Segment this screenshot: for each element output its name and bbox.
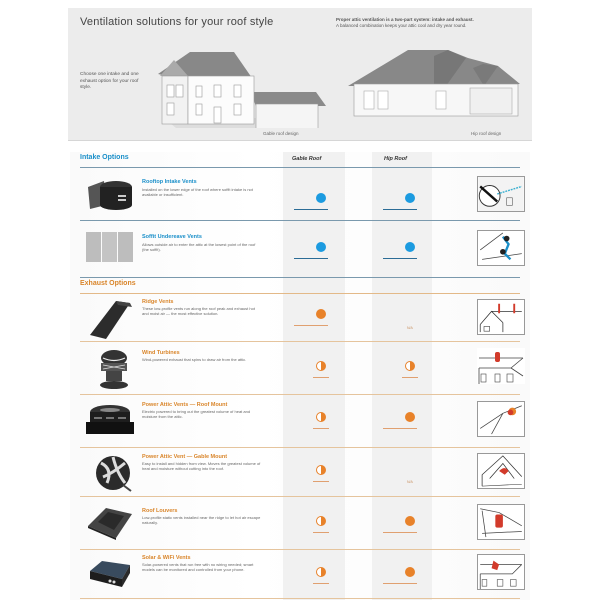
intro-line-1: Proper attic ventilation is a two-part system: intake and exhaust.: [336, 17, 474, 22]
hip-recommended-icon: [405, 242, 415, 252]
hip-underline: [402, 377, 418, 378]
hip-caption: Hip roof design: [471, 131, 502, 136]
product-description: Installed on the lower edge of the roof where soffit intake is not available or insufficient.: [142, 187, 253, 198]
hip-underline: [383, 209, 417, 210]
intro-line-2: A balanced combination keeps your attic cool and dry year round.: [336, 23, 467, 28]
gable-partial-icon: [316, 516, 326, 526]
power-vent-roof-image: [84, 404, 136, 438]
product-name: Ridge Vents: [142, 299, 174, 305]
hip-underline: [383, 428, 417, 429]
hip-recommended-icon: [405, 567, 415, 577]
table-row: [80, 551, 520, 599]
hip-recommended-icon: [405, 193, 415, 203]
product-description: Easy to install and hidden from view. Moves the greatest volume of heat and moisture without cutting into the roof.: [142, 461, 261, 472]
hip-partial-icon: [405, 361, 415, 371]
gable-column-header: Gable Roof: [292, 156, 322, 162]
product-name: Wind Turbines: [142, 350, 180, 356]
roof-louver-image: [84, 506, 136, 540]
product-description: Electric powered to bring out the greatest volume of heat and moisture from the attic.: [142, 409, 251, 420]
solar-diagram-icon: [477, 554, 525, 590]
power-roof-diagram-icon: [477, 401, 525, 437]
gable-partial-icon: [316, 567, 326, 577]
gable-underline: [313, 532, 329, 533]
ridge-diagram-icon: [477, 299, 525, 335]
hero-banner: [68, 8, 532, 141]
gable-recommended-icon: [316, 309, 326, 319]
rooftop-intake-vent-image: [84, 177, 136, 213]
intro-text: [336, 17, 516, 29]
table-row: [80, 343, 520, 395]
turbine-diagram-icon: [477, 348, 525, 384]
product-description: Low-profile static vents installed near the ridge to let hot air escape naturally.: [142, 515, 261, 526]
gable-underline: [313, 481, 329, 482]
hip-underline: [383, 583, 417, 584]
product-description: Wind-powered exhaust that spins to draw air from the attic.: [142, 357, 247, 362]
table-row: [80, 222, 520, 278]
gable-partial-icon: [316, 412, 326, 422]
rooftop-intake-diagram-icon: [477, 176, 525, 212]
table-row: [80, 169, 520, 221]
gable-underline: [294, 325, 328, 326]
power-gable-diagram-icon: [477, 453, 525, 489]
gable-underline: [313, 377, 329, 378]
product-name: Rooftop Intake Vents: [142, 179, 197, 185]
product-name: Power Attic Vent — Gable Mount: [142, 454, 228, 460]
hip-underline: [383, 532, 417, 533]
soffit-diagram-icon: [477, 230, 525, 266]
solar-vent-image: [84, 557, 136, 591]
product-description: Solar-powered vents that run free with no wiring needed; smart models can be monitored and controlled from your phone.: [142, 562, 254, 573]
gable-caption: Gable roof design: [263, 131, 299, 136]
ridge-vent-image: [84, 299, 136, 339]
hip-recommended-icon: [405, 412, 415, 422]
product-name: Roof Louvers: [142, 508, 178, 514]
hip-house-illustration: [348, 48, 523, 123]
hip-not-applicable: N/A: [407, 480, 413, 484]
gable-underline: [313, 428, 329, 429]
gable-underline: [294, 209, 328, 210]
hip-not-applicable: N/A: [407, 326, 413, 330]
gable-partial-icon: [316, 361, 326, 371]
intake-label: Intake Options: [80, 154, 129, 161]
product-name: Soffit Undereave Vents: [142, 234, 202, 240]
hip-recommended-icon: [405, 516, 415, 526]
product-description: Allows outside air to enter the attic at the lowest point of the roof (the soffit).: [142, 242, 256, 253]
gable-underline: [313, 583, 329, 584]
comparison-table: [70, 152, 530, 600]
exhaust-label: Exhaust Options: [80, 280, 136, 287]
gable-underline: [294, 258, 328, 259]
product-name: Solar & WiFi Vents: [142, 555, 191, 561]
gable-recommended-icon: [316, 242, 326, 252]
hip-column-header: Hip Roof: [384, 156, 407, 162]
table-row: [80, 396, 520, 448]
gable-recommended-icon: [316, 193, 326, 203]
gable-partial-icon: [316, 465, 326, 475]
soffit-vent-panels-image: [84, 232, 136, 262]
hip-underline: [383, 258, 417, 259]
power-vent-gable-image: [88, 453, 140, 493]
table-row: [80, 498, 520, 550]
exhaust-section-header: [80, 280, 520, 294]
hero-left-text: Choose one intake and one exhaust option for your roof style.: [80, 72, 139, 90]
table-row: [80, 449, 520, 497]
gable-house-illustration: [156, 48, 326, 128]
product-description: These low-profile vents run along the roof peak and exhaust hot and moist air — the most effective solution.: [142, 306, 255, 317]
page-title: Ventilation solutions for your roof style: [80, 16, 274, 28]
table-row: [80, 295, 520, 342]
louver-diagram-icon: [477, 504, 525, 540]
product-name: Power Attic Vents — Roof Mount: [142, 402, 228, 408]
wind-turbine-image: [88, 349, 140, 389]
